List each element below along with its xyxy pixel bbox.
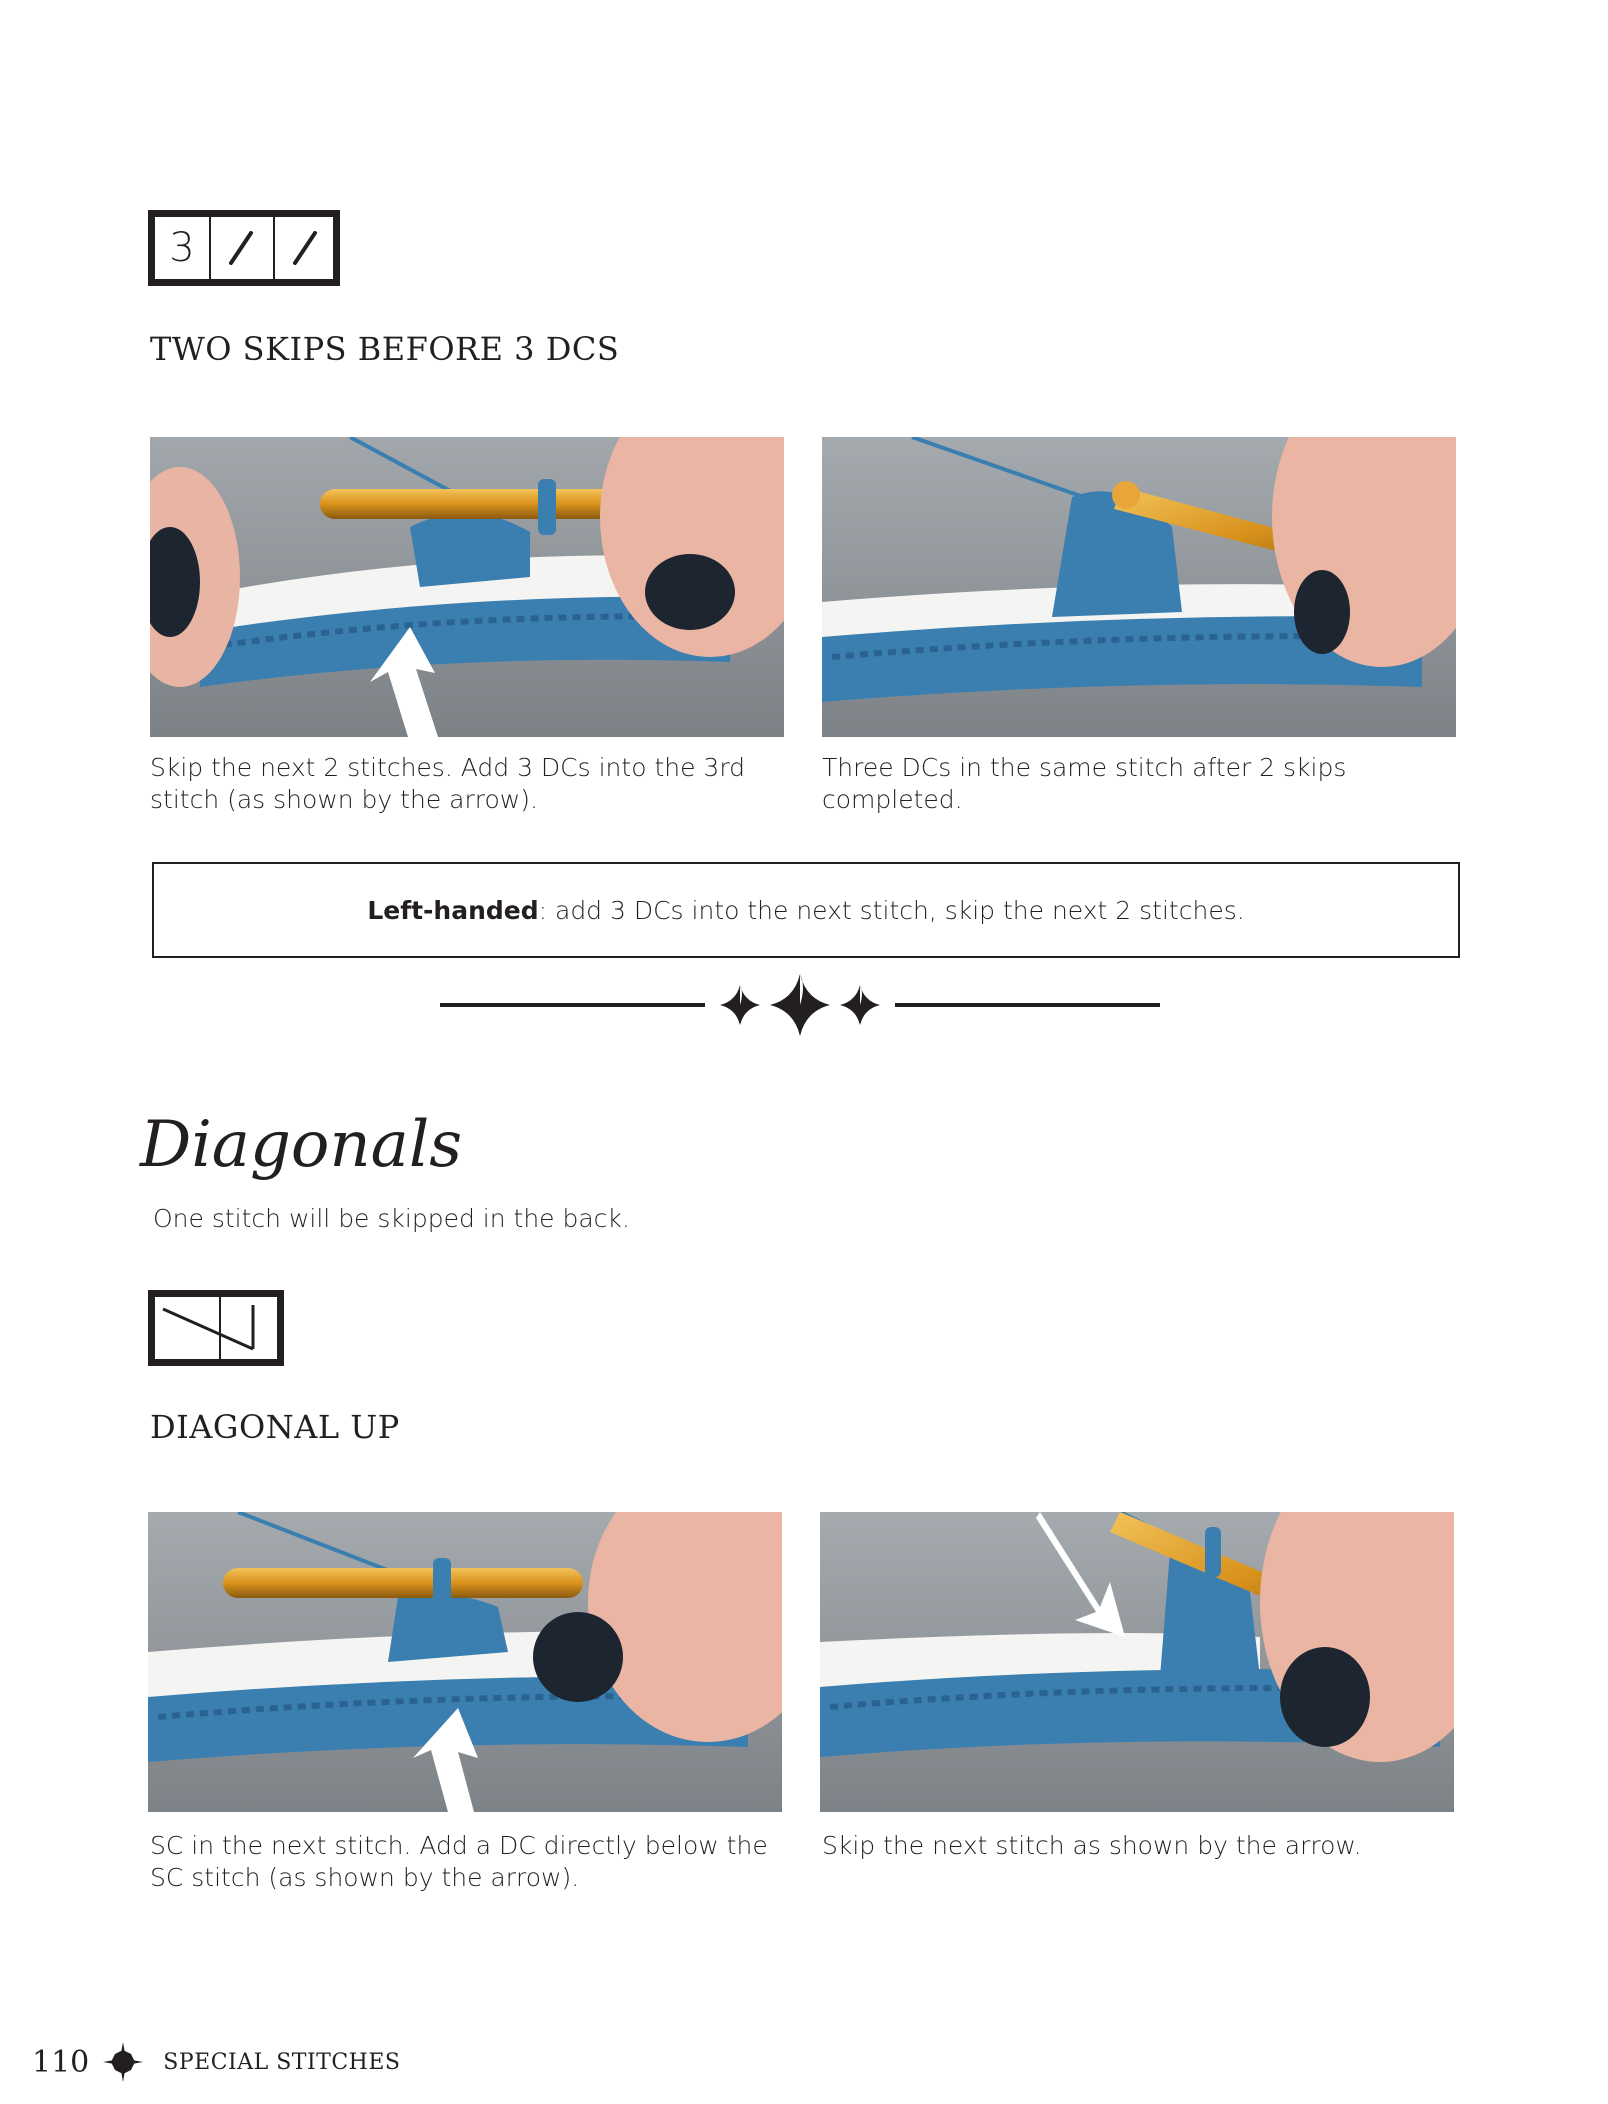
diagonal-line-icon <box>155 1297 277 1359</box>
photo-caption: SC in the next stitch. Add a DC directly below the SC stitch (as shown by the arrow). <box>150 1831 768 1892</box>
crochet-photo-three-dcs-completed <box>822 437 1456 737</box>
section-heading: TWO SKIPS BEFORE 3 DCS <box>150 330 620 368</box>
photo-caption: Skip the next stitch as shown by the arrow. <box>822 1831 1362 1860</box>
note-label: Left-handed <box>367 895 539 925</box>
chart-symbol-diagonal-up <box>148 1290 284 1366</box>
left-handed-note <box>152 862 1460 958</box>
chart-symbol-digit: 3 <box>169 225 195 271</box>
crochet-photo-two-skips <box>150 437 784 737</box>
chart-symbol-3-skip-skip <box>148 210 340 286</box>
photo-caption: Skip the next 2 stitches. Add 3 DCs into the 3rd stitch (as shown by the arrow). <box>150 753 746 814</box>
diagonals-intro: One stitch will be skipped in the back. <box>153 1204 630 1233</box>
page-number: 110 <box>32 2044 90 2080</box>
star-divider-ornament <box>440 970 1160 1040</box>
compass-star-icon <box>103 2042 143 2082</box>
crochet-photo-skip-next-stitch <box>820 1512 1454 1812</box>
note-text: : add 3 DCs into the next stitch, skip the next 2 stitches. <box>538 895 1245 925</box>
page-footer <box>32 2040 400 2084</box>
crochet-photo-sc-and-dc <box>148 1512 782 1812</box>
section-heading: DIAGONAL UP <box>150 1408 400 1446</box>
section-label: SPECIAL STITCHES <box>163 2049 401 2075</box>
diagonals-title: Diagonals <box>140 1108 463 1182</box>
skip-slash-icons <box>209 217 340 279</box>
photo-caption: Three DCs in the same stitch after 2 skips completed. <box>822 753 1347 814</box>
